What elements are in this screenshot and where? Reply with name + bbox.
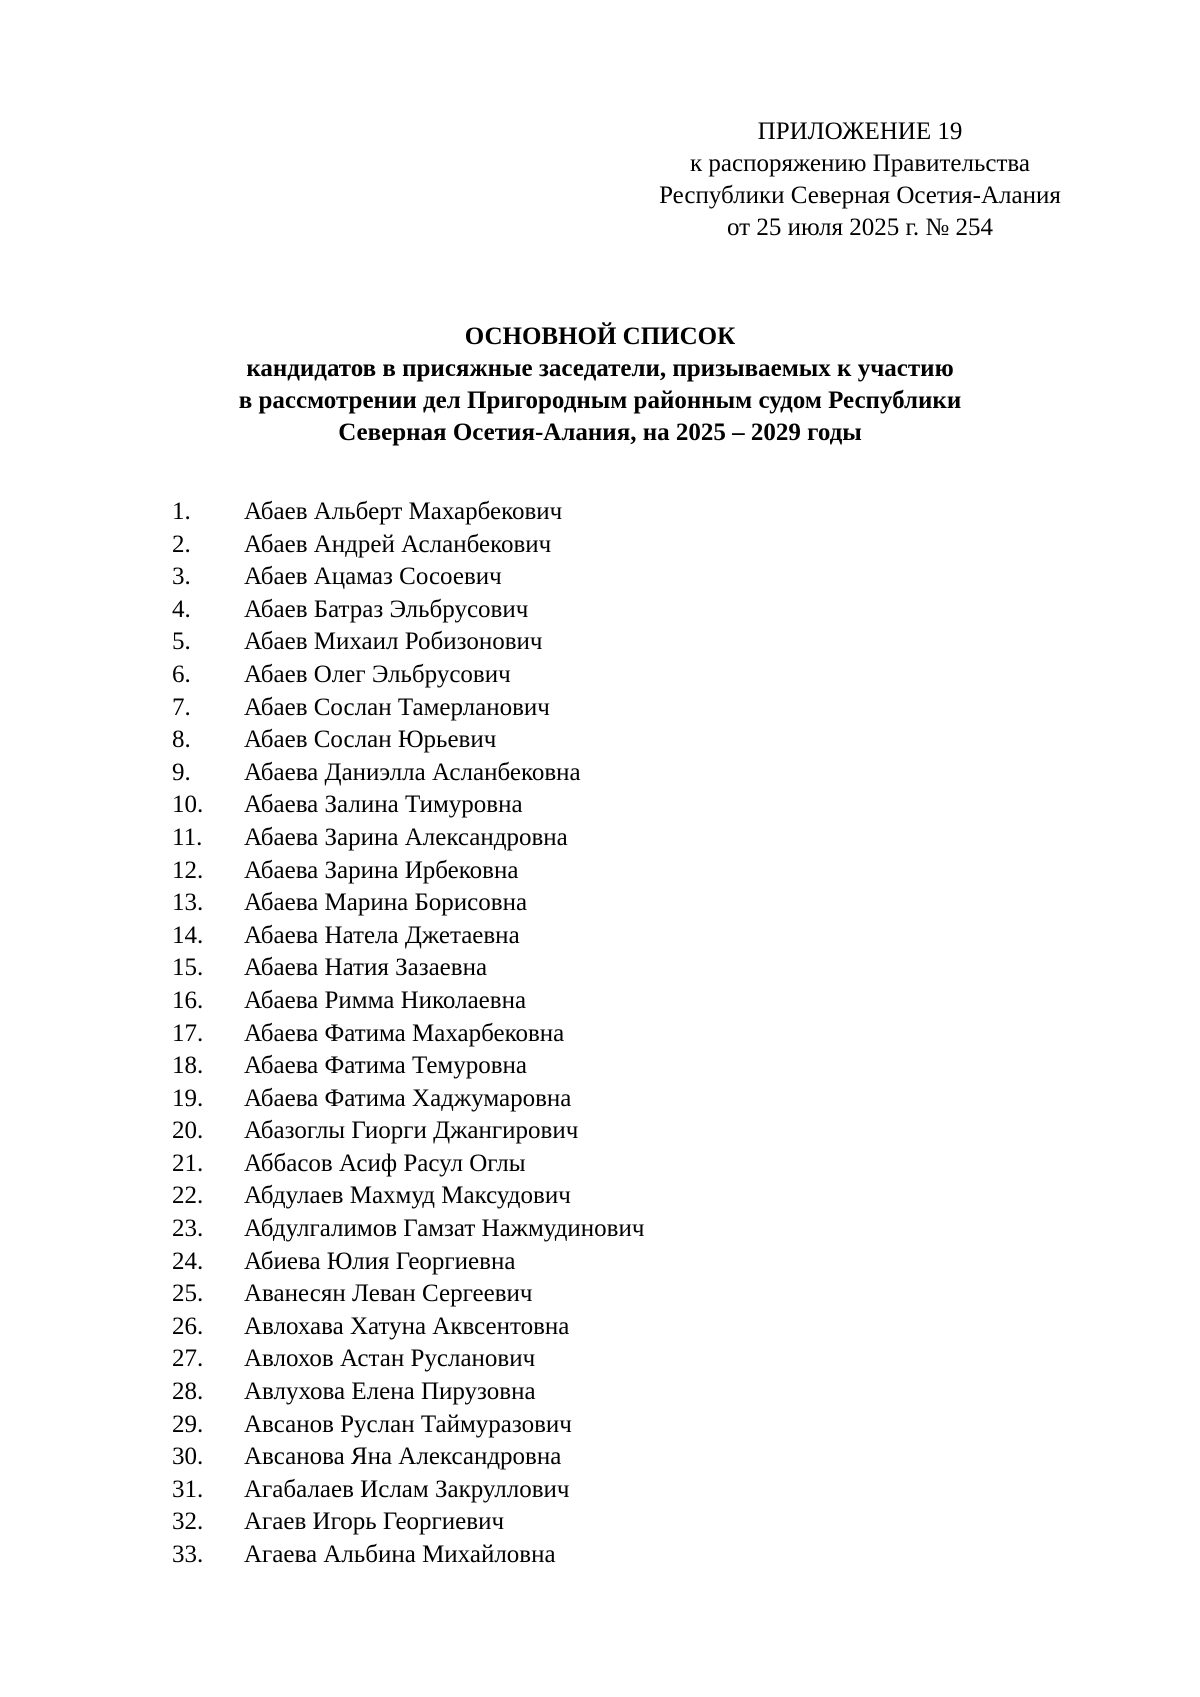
list-item-name: Абдулаев Махмуд Максудович [244, 1182, 571, 1210]
list-item [0, 985, 1200, 1018]
list-item [0, 1115, 1200, 1148]
list-item [0, 1474, 1200, 1507]
list-item-number: 15. [172, 954, 204, 982]
list-item-name: Агаева Альбина Михайловна [244, 1541, 556, 1568]
document-subtitle-line-3: Северная Осетия-Алания, на 2025 – 2029 годы [338, 419, 862, 446]
list-item [0, 1311, 1200, 1344]
list-item-number: 30. [172, 1443, 204, 1471]
document-title: ОСНОВНОЙ СПИСОК [464, 323, 736, 350]
list-item [0, 1148, 1200, 1181]
list-item [0, 594, 1200, 627]
list-item-name: Абаев Михаил Робизонович [244, 628, 543, 656]
list-item-number: 33. [172, 1541, 204, 1568]
list-item-number: 11. [172, 823, 203, 851]
list-item [0, 529, 1200, 562]
list-item-number: 24. [172, 1247, 204, 1275]
list-item-name: Авсанова Яна Александровна [244, 1443, 562, 1471]
list-item [0, 1376, 1200, 1409]
list-item-name: Абаева Залина Тимуровна [244, 791, 523, 819]
list-item [0, 692, 1200, 725]
list-item-number: 12. [172, 856, 204, 884]
list-item-name: Авлохов Астан Русланович [244, 1345, 536, 1373]
list-item-name: Абаев Альберт Махарбекович [244, 498, 563, 525]
list-item [0, 1083, 1200, 1116]
list-item-name: Абаева Натия Зазаевна [244, 954, 488, 982]
list-item-name: Абаева Фатима Хаджумаровна [244, 1084, 572, 1112]
list-item [0, 1539, 1200, 1572]
list-item-number: 16. [172, 986, 204, 1014]
list-item-number: 17. [172, 1019, 204, 1047]
list-item [0, 1343, 1200, 1376]
list-item [0, 1278, 1200, 1311]
list-item-name: Агаев Игорь Георгиевич [244, 1508, 505, 1536]
list-item-name: Абаев Андрей Асланбекович [244, 530, 552, 558]
list-item-number: 5. [172, 628, 191, 656]
list-item [0, 789, 1200, 822]
list-item-number: 23. [172, 1215, 204, 1243]
list-item-number: 26. [172, 1312, 204, 1340]
list-item-name: Абаев Сослан Юрьевич [244, 726, 497, 754]
list-item [0, 1409, 1200, 1442]
list-item-number: 4. [172, 595, 191, 623]
list-item-name: Абиева Юлия Георгиевна [244, 1247, 516, 1275]
list-item-number: 3. [172, 563, 191, 591]
list-item-name: Авлохава Хатуна Аквсентовна [244, 1312, 570, 1340]
list-item-number: 7. [172, 693, 191, 721]
list-item [0, 920, 1200, 953]
list-item [0, 1180, 1200, 1213]
appendix-republic: Республики Северная Осетия-Алания [659, 182, 1061, 209]
candidate-list [0, 496, 1200, 1572]
list-item-name: Агабалаев Ислам Закруллович [244, 1475, 570, 1503]
list-item-name: Аббасов Асиф Расул Оглы [244, 1149, 526, 1177]
list-item-name: Абаева Фатима Темуровна [244, 1052, 528, 1080]
list-item-name: Абаева Зарина Александровна [244, 823, 568, 851]
list-item [0, 496, 1200, 529]
list-item-name: Абаева Зарина Ирбековна [244, 856, 519, 884]
list-item [0, 757, 1200, 790]
list-item [0, 1506, 1200, 1539]
list-item-number: 9. [172, 758, 191, 786]
list-item-number: 31. [172, 1475, 204, 1503]
list-item-number: 18. [172, 1052, 204, 1080]
list-item [0, 1441, 1200, 1474]
list-item-name: Абаев Ацамаз Сосоевич [244, 563, 502, 591]
list-item-number: 25. [172, 1280, 204, 1308]
list-item-number: 14. [172, 921, 204, 949]
list-item-number: 27. [172, 1345, 204, 1373]
list-item [0, 952, 1200, 985]
list-item-number: 32. [172, 1508, 204, 1536]
list-item-number: 29. [172, 1410, 204, 1438]
list-item-number: 20. [172, 1117, 204, 1145]
list-item-name: Авлухова Елена Пирузовна [244, 1378, 536, 1406]
list-item-number: 28. [172, 1378, 204, 1406]
list-item [0, 659, 1200, 692]
appendix-date-number: от 25 июля 2025 г. № 254 [726, 214, 994, 241]
document-subtitle-line-1: кандидатов в присяжные заседатели, призываемых к участию [246, 355, 954, 382]
list-item-name: Абаев Батраз Эльбрусович [244, 595, 529, 623]
list-item [0, 626, 1200, 659]
list-item-number: 1. [172, 498, 191, 525]
list-item-number: 6. [172, 660, 191, 688]
list-item-name: Абаев Сослан Тамерланович [244, 693, 550, 721]
list-item-number: 19. [172, 1084, 204, 1112]
list-item [0, 724, 1200, 757]
appendix-title: ПРИЛОЖЕНИЕ 19 [757, 118, 963, 145]
list-item [0, 1213, 1200, 1246]
document-heading [150, 321, 1050, 449]
list-item [0, 822, 1200, 855]
list-item [0, 1018, 1200, 1051]
list-item-name: Абаева Фатима Махарбековна [244, 1019, 565, 1047]
list-item-name: Аванесян Леван Сергеевич [244, 1280, 533, 1308]
list-item-name: Авсанов Руслан Таймуразович [244, 1410, 572, 1438]
list-item-name: Абдулгалимов Гамзат Нажмудинович [244, 1215, 645, 1243]
list-item-number: 21. [172, 1149, 204, 1177]
list-item-number: 10. [172, 791, 204, 819]
appendix-block [640, 116, 1080, 244]
list-item [0, 887, 1200, 920]
list-item-name: Абаева Даниэлла Асланбековна [244, 758, 581, 786]
list-item [0, 855, 1200, 888]
list-item [0, 1050, 1200, 1083]
list-item-name: Абаева Марина Борисовна [244, 889, 528, 917]
appendix-reference: к распоряжению Правительства [689, 150, 1030, 177]
list-item-name: Абаева Римма Николаевна [244, 986, 527, 1014]
list-item-number: 22. [172, 1182, 204, 1210]
list-item-number: 8. [172, 726, 191, 754]
list-item-number: 2. [172, 530, 191, 558]
list-item [0, 1246, 1200, 1279]
list-item-name: Абаев Олег Эльбрусович [244, 660, 511, 688]
document-subtitle-line-2: в рассмотрении дел Пригородным районным судом Республики [238, 387, 962, 414]
list-item-name: Абаева Натела Джетаевна [244, 921, 520, 949]
list-item [0, 561, 1200, 594]
list-item-number: 13. [172, 889, 204, 917]
list-item-name: Абазоглы Гиорги Джангирович [244, 1117, 579, 1145]
